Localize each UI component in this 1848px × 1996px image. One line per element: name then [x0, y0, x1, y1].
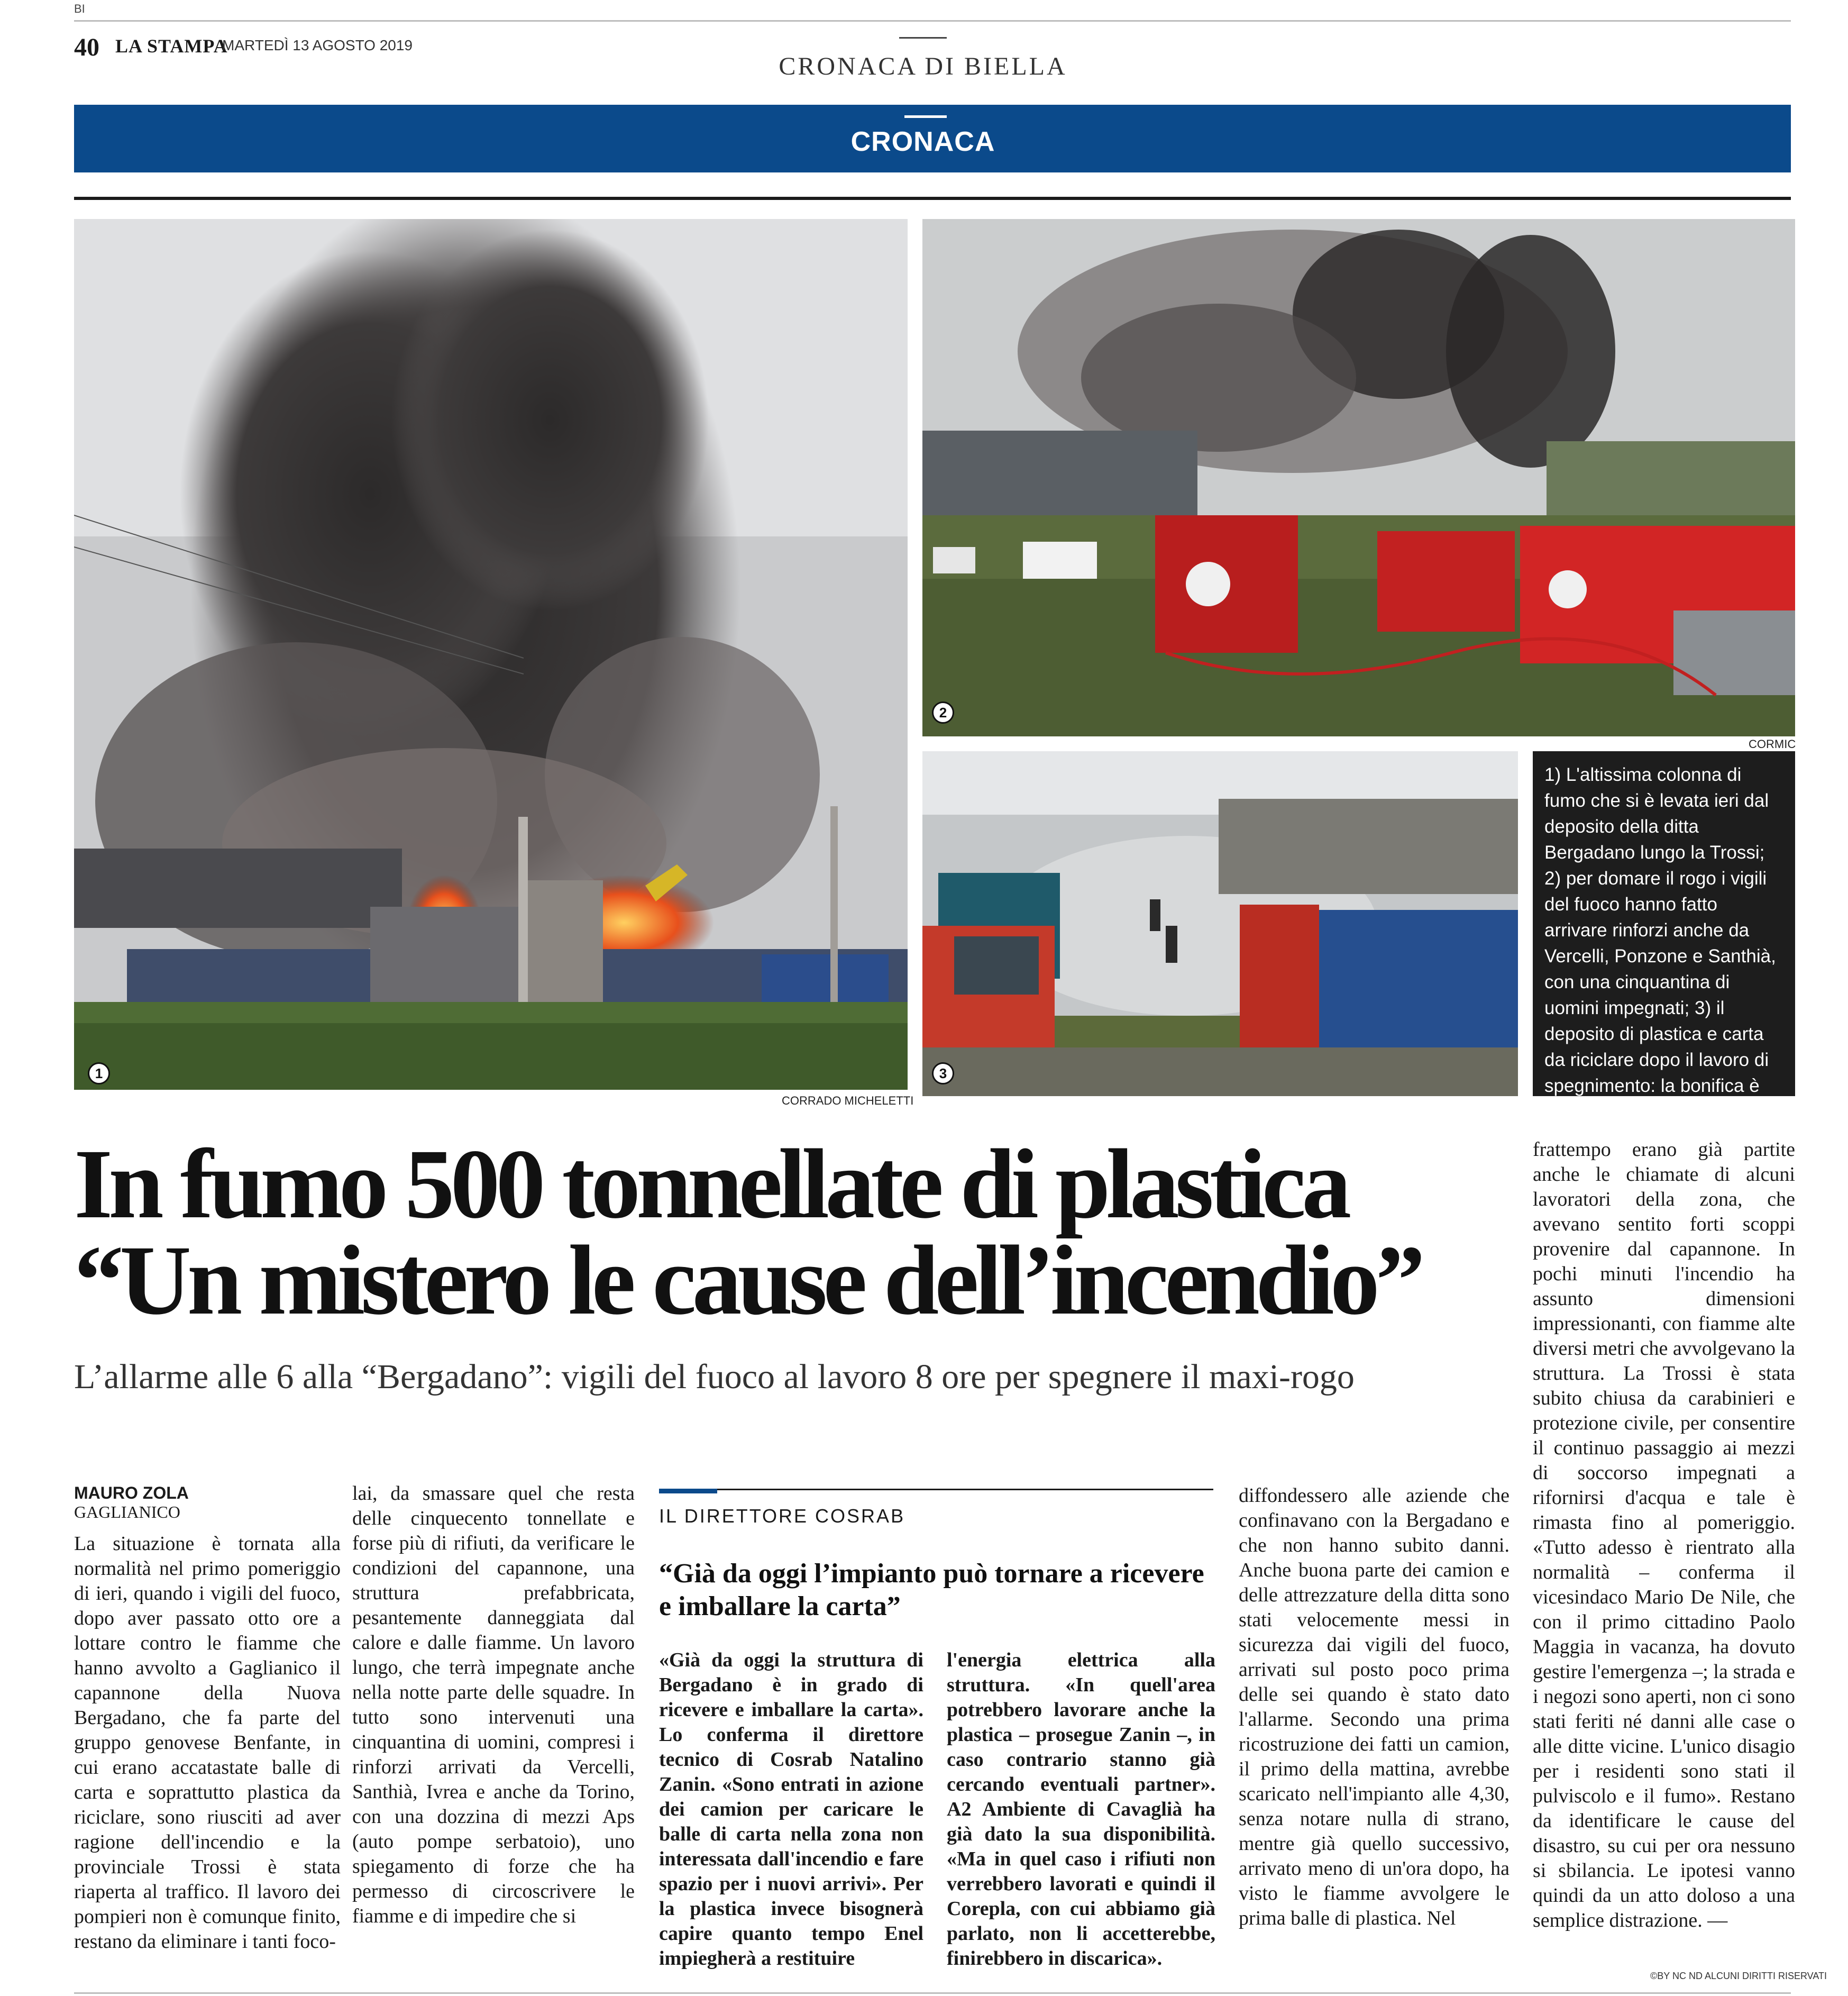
section-bar-label: CRONACA — [850, 126, 995, 157]
headline-line-1: In fumo 500 tonnellate di plastica — [74, 1128, 1348, 1239]
photo-credit-2: CORMIC — [1749, 737, 1796, 751]
section-bar-tick — [904, 115, 947, 118]
headline-line-2: “Un mistero le cause dell’incendio” — [74, 1225, 1421, 1335]
photo-caption: 1) L'altissima colonna di fumo che si è levata ieri dal deposito della ditta Bergadano lungo la Trossi; 2) per domare il rogo i vigili del fuoco hanno fatto arrivare rinforzi anche da Vercelli, Ponzone e Santhià, con una cinquantina di uomini impegnati; 3) il deposito di plastica e carta da riciclare dopo il lavoro di spegnimento: la bonifica è proseguita per tutta la notte — [1544, 764, 1776, 1122]
article-column-2: lai, da smassare quel che resta delle cinquecento tonnellate e forse più di rifiuti, da verificare le condizioni del capannone, una struttura prefabbricata, pesantemente danneggiata dal calore e dalle fiamme. Un lavoro lungo, che terrà impegnate anche nella notte parte delle squadre. In tutto sono intervenuti una cinquantina di uomini, compresi i rinforzi arrivati da Vercelli, Santhià, Ivrea e anche da Torino, con una dozzina di mezzi Aps (auto pompe serbatoio), uno spiegamento di forze che ha permesso di circoscrivere le fiamme e di impedire che si — [352, 1482, 635, 1927]
byline: MAURO ZOLA — [74, 1483, 189, 1502]
article-column-1: La situazione è tornata alla normalità nel primo pomeriggio di ieri, quando i vigili del fuoco, dopo aver passato otto ore a lottare contro le fiamme che hanno avvolto a Gaglianico il capannone della Nuova Bergadano, che fa parte del gruppo genovese Benfante, in cui erano accatastate balle di carta e soprattutto plastica da riciclare, sono riusciti ad aver ragione dell'incendio e la provinciale Trossi è stata riaperta al traffico. Il lavoro dei pompieri non è comunque finito, restano da eliminare i tanti foco- — [74, 1533, 341, 1953]
photo-firefighters-containers — [922, 751, 1518, 1096]
sidebar-column-1: «Già da oggi la struttura di Bergadano è in grado di ricevere e imballare la carta». Lo conferma il direttore tecnico di Cosrab Natalino Zanin. «Sono entrati in azione dei camion per caricare le balle di carta nella zona non interessata dall'incendio e fare spazio per i nuovi arrivi». Per la plastica invece bisognerà capire quanto tempo Enel impiegherà a restituire — [659, 1649, 923, 1970]
photo-number-3: 3 — [932, 1062, 954, 1084]
top-rule — [74, 20, 1791, 22]
sidebar-headline: “Già da oggi l’impianto può tornare a ricevere e imballare la carta” — [659, 1558, 1204, 1621]
sidebar-accent — [659, 1489, 717, 1493]
subheadline: L’allarme alle 6 alla “Bergadano”: vigili del fuoco al lavoro 8 ore per spegnere il maxi-rogo — [74, 1357, 1355, 1396]
issue-date: MARTEDÌ 13 AGOSTO 2019 — [222, 37, 413, 53]
article-column-3: diffondessero alle aziende che confinavano con la Bergadano e che non hanno subito danni. Anche buona parte dei camion e delle attrezzature della ditta sono stati velocemente messi in sicurezza dai vigili del fuoco, arrivati sul posto poco prima delle sei quando è stato dato l'allarme. Secondo una prima ricostruzione dei fatti un camion, il primo della mattina, avrebbe scaricato nell'impianto alle 4,30, senza notare nulla di strano, mentre già quello successivo, arrivato meno di un'ora dopo, ha visto le fiamme avvolgere le prima balle di plastica. Nel — [1239, 1484, 1509, 1929]
photo-caption-box — [1533, 751, 1795, 1122]
photo-number-1: 1 — [88, 1062, 110, 1084]
header-rule — [74, 197, 1791, 200]
photo-credit-1: CORRADO MICHELETTI — [782, 1094, 914, 1107]
photo-number-2: 2 — [932, 701, 954, 724]
article-column-4: frattempo erano già partite anche le chiamate di alcuni lavoratori della zona, che avevano sentito forti scoppi provenire dal capannone. In pochi minuti l'incendio ha assunto dimensioni impressionanti, con fiamme alte diversi metri che avvolgevano la struttura. La Trossi è stata subito chiusa da carabinieri e protezione civile, per consentire il continuo passaggio ai mezzi di soccorso impegnati a rifornirsi d'acqua e tale è rimasta fino al pomeriggio. «Tutto adesso è rientrato alla normalità – conferma il vicesindaco Mario De Nile, che con il primo cittadino Paolo Maggia in vacanza, ha dovuto gestire l'emergenza –; la strada e i negozi sono aperti, non ci sono stati feriti né danni alle case o alle ditte vicine. L'unico disagio per i residenti sono stati il pulviscolo e il fumo». Restano da identificare le cause del disastro, su cui per ora nessuno si sbilancia. Le ipotesi vanno quindi da un atto doloso a una semplice distrazione. — — [1533, 1138, 1795, 1931]
photo-fire-trucks — [922, 219, 1795, 736]
section-rule — [899, 37, 947, 39]
sidebar-rule — [659, 1489, 1213, 1490]
sidebar-kicker: IL DIRETTORE COSRAB — [659, 1505, 905, 1527]
sidebar-column-2: l'energia elettrica alla struttura. «In quell'area potrebbero lavorare anche la plastica – prosegue Zanin –, in caso contrario stanno già cercando eventuali partner». A2 Ambiente di Cavaglià ha già dato la sua disponibilità. «Ma in quel caso i rifiuti non verrebbero lavorati e quindi il Corepla, con cui abbiamo già parlato, non li accetterebbe, finirebbero in discarica». — [947, 1649, 1215, 1970]
page-number: 40 — [74, 33, 99, 61]
bottom-rule — [74, 1992, 1791, 1994]
newspaper-name: LA STAMPA — [115, 35, 228, 57]
edition-code: BI — [74, 2, 85, 15]
section-title: CRONACA DI BIELLA — [779, 52, 1067, 80]
photo-fire-smoke-column — [74, 219, 908, 1090]
dateline-place: GAGLIANICO — [74, 1502, 180, 1521]
copyright-notice: ©BY NC ND ALCUNI DIRITTI RISERVATI — [1650, 1971, 1827, 1981]
